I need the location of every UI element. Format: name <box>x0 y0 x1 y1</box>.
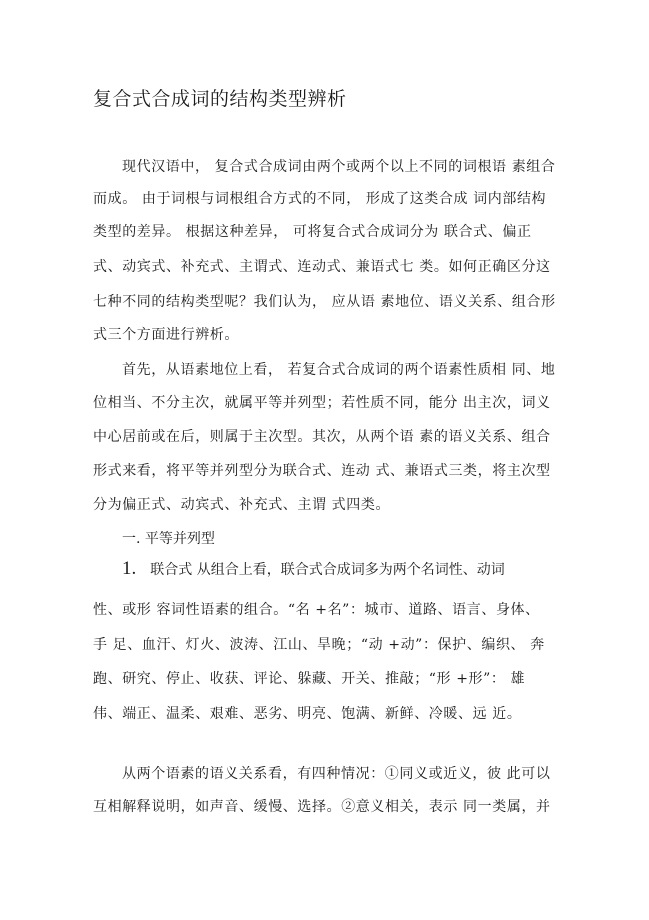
paragraph-1-line-4: 式、动宾式、补充式、主谓式、连动式、兼语式七 类。如何正确区分这 <box>93 259 551 275</box>
paragraph-2-line-2: 位相当、不分主次，就属平等并列型；若性质不同，能分 出主次，词义 <box>93 395 551 411</box>
item-1-line-5: 伟、端正、温柔、艰难、恶劣、明亮、饱满、新鲜、冷暖、远 近。 <box>93 706 522 722</box>
item-1-number: 1. <box>122 558 137 579</box>
item-1-first-line <box>122 558 505 580</box>
paragraph-2-line-3: 中心居前或在后，则属于主次型。其次，从两个语 素的语义关系、组合 <box>93 429 551 445</box>
paragraph-1-line-2: 而成。 由于词根与词根组合方式的不同， 形成了这类合成 词内部结构 <box>93 191 547 207</box>
paragraph-1-line-1: 现代汉语中， 复合式合成词由两个或两个以上不同的词根语 素组合 <box>122 159 556 175</box>
paragraph-3-line-2: 互相解释说明，如声音、缓慢、选择。②意义相关，表示 同一类属，并 <box>93 799 551 815</box>
item-1-line-1: 联合式 从组合上看，联合式合成词多为两个名词性、动词 <box>150 562 505 578</box>
paragraph-1-line-6: 式三个方面进行辨析。 <box>93 327 239 343</box>
paragraph-3-line-1: 从两个语素的语义关系看，有四种情况：①同义或近义，彼 此可以 <box>122 766 551 782</box>
paragraph-2-line-4: 形式来看，将平等并列型分为联合式、连动 式、兼语式三类，将主次型 <box>93 463 551 479</box>
document-title: 复合式合成词的结构类型辨析 <box>93 88 347 110</box>
item-1-line-2: 性、或形 容词性语素的组合。“名 +名”：城市、道路、语言、身体、 <box>93 602 540 618</box>
item-1-line-4: 跑、研究、停止、收获、评论、躲藏、开关、推敲；“形 +形”： 雄 <box>93 671 526 687</box>
item-1-line-3: 手 足、血汗、灯火、波涛、江山、旱晚；“动 +动”：保护、编织、 奔 <box>93 637 545 653</box>
paragraph-2-line-1: 首先，从语素地位上看， 若复合式合成词的两个语素性质相 同、地 <box>122 362 556 378</box>
section-heading: 一. 平等并列型 <box>122 531 215 547</box>
paragraph-1-line-5: 七种不同的结构类型呢？我们认为， 应从语 素地位、语义关系、组合形 <box>93 294 556 310</box>
paragraph-2-line-5: 分为偏正式、动宾式、补充式、主谓 式四类。 <box>93 497 391 513</box>
paragraph-1-line-3: 类型的差异。 根据这种差异， 可将复合式合成词分为 联合式、偏正 <box>93 224 532 240</box>
